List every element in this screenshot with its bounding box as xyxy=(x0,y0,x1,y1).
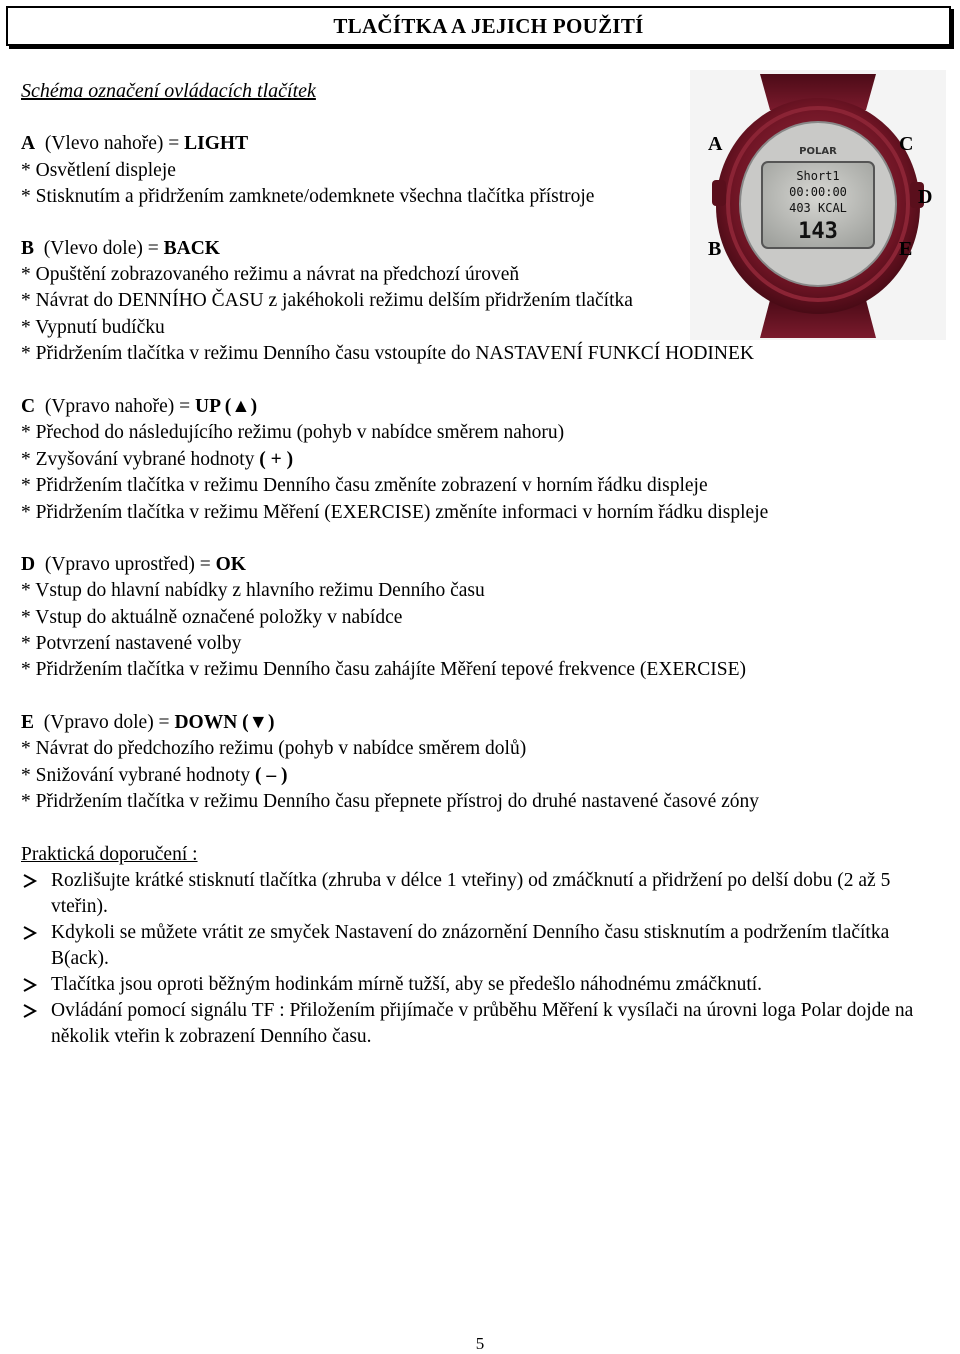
section-c-heading: C (Vpravo nahoře) = UP (▲) xyxy=(21,396,258,417)
svg-text:Short1: Short1 xyxy=(796,169,840,183)
section-e-item: * Snižování vybrané hodnoty ( – ) xyxy=(21,765,288,786)
watch-letter-b: B xyxy=(708,238,722,260)
section-b-item: * Návrat do DENNÍHO ČASU z jakéhokoli režimu delším přidržením tlačítka xyxy=(21,290,633,311)
section-d-heading: D (Vpravo uprostřed) = OK xyxy=(21,554,246,575)
arrow-bullet-icon xyxy=(21,1003,39,1019)
section-e-item: * Přidržením tlačítka v režimu Denního času přepnete přístroj do druhé nastavené časové zóny xyxy=(21,791,760,812)
page-number: 5 xyxy=(475,1334,485,1353)
list-item: Kdykoli se můžete vrátit ze smyček Nastavení do znázornění Denního času stisknutím a podržením tlačítka B(ack). xyxy=(21,920,941,972)
section-c-item: * Zvyšování vybrané hodnoty ( + ) xyxy=(21,449,294,470)
section-a-item: * Stisknutím a přidržením zamknete/odemknete všechna tlačítka přístroje xyxy=(21,186,595,207)
section-a-heading: A (Vlevo nahoře) = LIGHT xyxy=(21,133,249,154)
watch-letter-a: A xyxy=(708,133,723,155)
section-c-item: * Přechod do následujícího režimu (pohyb v nabídce směrem nahoru) xyxy=(21,422,565,443)
section-d-item: * Vstup do aktuálně označené položky v nabídce xyxy=(21,607,403,628)
section-c-item: * Přidržením tlačítka v režimu Denního času změníte zobrazení v horním řádku displeje xyxy=(21,475,708,496)
section-d-item: * Vstup do hlavní nabídky z hlavního režimu Denního času xyxy=(21,580,485,601)
section-e-item: * Návrat do předchozího režimu (pohyb v nabídce směrem dolů) xyxy=(21,738,527,759)
list-item: Rozlišujte krátké stisknutí tlačítka (zhruba v délce 1 vteřiny) od zmáčknutí a přidržení po delší dobu (2 až 5 vteřin). xyxy=(21,868,941,920)
watch-letter-e: E xyxy=(899,238,913,260)
section-d-item: * Přidržením tlačítka v režimu Denního času zahájíte Měření tepové frekvence (EXERCISE) xyxy=(21,659,747,680)
section-b-item: * Přidržením tlačítka v režimu Denního času vstoupíte do NASTAVENÍ FUNKCÍ HODINEK xyxy=(21,343,755,364)
arrow-bullet-icon xyxy=(21,925,39,941)
schema-title: Schéma označení ovládacích tlačítek xyxy=(21,80,316,102)
watch-letter-d: D xyxy=(918,186,933,208)
arrow-bullet-icon xyxy=(21,977,39,993)
section-b-heading: B (Vlevo dole) = BACK xyxy=(21,238,220,259)
section-d-item: * Potvrzení nastavené volby xyxy=(21,633,242,654)
practical-bullet-list xyxy=(21,868,941,1050)
svg-text:00:00:00: 00:00:00 xyxy=(789,185,847,199)
svg-text:403 KCAL: 403 KCAL xyxy=(789,201,847,215)
watch-letter-c: C xyxy=(899,133,914,155)
practical-heading: Praktická doporučení : xyxy=(21,844,198,865)
polar-watch-image xyxy=(690,70,946,340)
svg-text:POLAR: POLAR xyxy=(799,146,837,157)
section-e-heading: E (Vpravo dole) = DOWN (▼) xyxy=(21,712,275,733)
page-title: TLAČÍTKA A JEJICH POUŽITÍ xyxy=(333,14,644,38)
list-item: Tlačítka jsou oproti běžným hodinkám mírně tužší, aby se předešlo náhodnému zmáčknutí. xyxy=(21,972,941,998)
section-c-item: * Přidržením tlačítka v režimu Měření (EXERCISE) změníte informaci v horním řádku displeje xyxy=(21,502,769,523)
section-b-item: * Opuštění zobrazovaného režimu a návrat na předchozí úroveň xyxy=(21,264,520,285)
svg-text:143: 143 xyxy=(798,219,838,244)
list-item: Ovládání pomocí signálu TF : Přiložením přijímače v průběhu Měření k vysílači na úrovni loga Polar dojde na několik vteřin k zobrazení Denního času. xyxy=(21,998,941,1050)
section-a-item: * Osvětlení displeje xyxy=(21,160,176,181)
page-header-box xyxy=(6,6,951,46)
section-b-item: * Vypnutí budíčku xyxy=(21,317,165,338)
arrow-bullet-icon xyxy=(21,873,39,889)
